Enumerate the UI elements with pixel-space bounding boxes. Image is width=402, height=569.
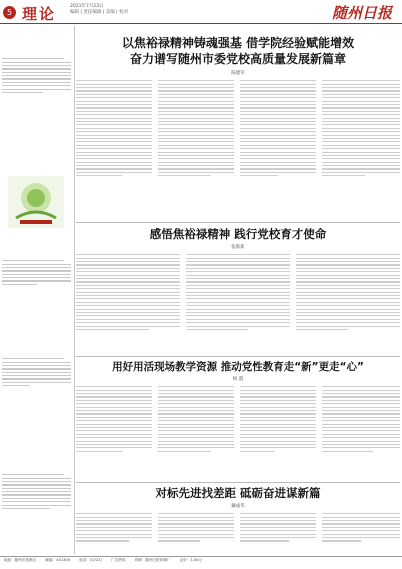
article-2-byline: 张新新 [231, 245, 245, 250]
issue-date: 2021年7月23日 [70, 4, 104, 9]
article-1-column [76, 78, 152, 179]
page-number: 5 [3, 6, 16, 19]
article-2-column [296, 252, 400, 332]
footer [0, 556, 402, 569]
article-4-byline: 戴成华 [231, 504, 245, 509]
main-content [76, 26, 400, 556]
article-4-title: 对标先进找差距 砥砺奋进谋新篇 [155, 486, 321, 500]
article-separator [76, 482, 400, 483]
article-3-title: 用好用活现场教学资源 推动党性教育走“新”更走“心” [112, 361, 364, 373]
article-1-title-line-2: 奋力谱写随州市委党校高质量发展新篇章 [129, 52, 346, 66]
article-3-column [322, 384, 400, 454]
article-4-column [240, 511, 316, 544]
newspaper-logo: 随州日报 [331, 4, 392, 22]
article-separator [76, 356, 400, 357]
section-title: 理论 [22, 5, 57, 23]
article-2-column [186, 252, 290, 332]
editors-line: 编辑 | 责任编辑 | 美编 | 校对 [70, 10, 129, 15]
article-4-column [322, 511, 400, 544]
footer-item: 印刷：随州日报印刷厂 [134, 558, 171, 562]
footer-item: 定价：1.00元 [179, 558, 203, 562]
article-3-column [240, 384, 316, 454]
sidebar-text-block [2, 472, 71, 511]
footer-item: 电话：(0722) [79, 558, 102, 562]
article-2-column [76, 252, 180, 332]
sidebar-text-block [2, 258, 71, 287]
article-1-column [322, 78, 400, 179]
article-4-column [76, 511, 152, 544]
footer-item: 地址：随州市曾都区 [4, 558, 37, 562]
issue-info [70, 4, 128, 16]
masthead [0, 0, 402, 24]
article-1-column [240, 78, 316, 179]
sidebar-text-block [2, 356, 71, 389]
article-4-column [158, 511, 234, 544]
article-2-title: 感悟焦裕禄精神 践行党校育才使命 [149, 227, 327, 241]
footer-item: 邮编：441300 [45, 558, 70, 562]
article-3-byline: 杨 霞 [232, 377, 244, 382]
column-divider [74, 26, 75, 554]
sidebar-text-block [2, 56, 71, 95]
article-1-title-line-1: 以焦裕禄精神铸魂强基 借学院经验赋能增效 [121, 36, 355, 50]
article-separator [76, 222, 400, 223]
article-1-byline: 陈建军 [231, 71, 245, 76]
sidebar [0, 26, 73, 554]
article-1-column [158, 78, 234, 179]
article-3-column [158, 384, 234, 454]
footer-item: 广告热线 [111, 558, 126, 562]
article-3-column [76, 384, 152, 454]
decorative-badge-icon [8, 176, 64, 228]
